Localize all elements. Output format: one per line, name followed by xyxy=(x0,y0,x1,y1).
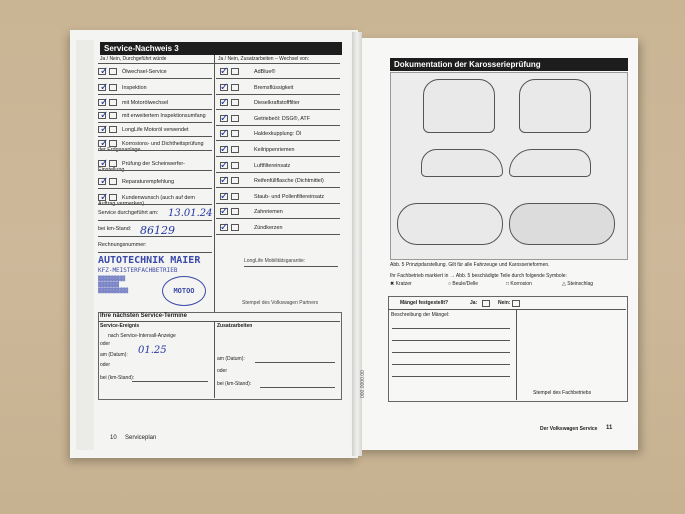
oder-label-right: oder xyxy=(217,368,228,374)
service-event-header: Service-Ereignis xyxy=(100,323,140,329)
handwritten-checkmark: ✓ xyxy=(100,158,109,169)
left-footer-label: Serviceplan xyxy=(125,435,157,441)
item-label: LongLife Motoröl verwendet xyxy=(122,126,189,133)
left-check-item xyxy=(98,126,210,133)
col-left-header: Ja / Nein, Durchgeführt würde xyxy=(100,56,167,62)
right-check-item xyxy=(220,68,340,75)
item-label: Service durchgeführt am: xyxy=(98,210,159,216)
divider xyxy=(216,203,340,204)
checkbox[interactable] xyxy=(109,194,117,201)
beschreibung-label: Beschreibung der Mängel: xyxy=(391,312,450,318)
divider xyxy=(98,136,212,137)
legend-intro: Ihr Fachbetrieb markiert in → Abb. 5 beschädigte Teile durch folgende Symbole: xyxy=(390,273,567,279)
handwritten-checkmark: ✓ xyxy=(100,176,109,187)
checkbox[interactable] xyxy=(231,146,239,153)
divider xyxy=(98,78,212,79)
item-label: Dieselkraftstofffilter xyxy=(254,100,300,107)
divider xyxy=(98,170,212,171)
item-label: Haldexkupplung: Öl xyxy=(254,131,302,138)
figure-caption: Abb. 5 Prinzipdarstellung. Gilt für alle Fahrzeuge und Karosserieformen. xyxy=(390,262,550,268)
handwritten-checkmark: ✓ xyxy=(220,206,229,218)
handwritten-checkmark: ✓ xyxy=(220,159,229,171)
checkbox[interactable] xyxy=(109,178,117,185)
handwritten-checkmark: ✓ xyxy=(220,97,229,109)
handwritten-checkmark: ✓ xyxy=(220,144,229,155)
am-datum-label-right: am (Datum): xyxy=(217,356,245,362)
oder-label: oder xyxy=(100,341,111,347)
workshop-stamp-address: ▓▓▓▓▓▓▓▓▓ ▓▓▓▓▓▓▓ ▓▓▓▓▓▓▓▓▓▓ xyxy=(98,276,129,294)
left-check-item xyxy=(98,112,210,119)
divider xyxy=(216,218,340,219)
left-page-title: Service-Nachweis 3 xyxy=(100,42,342,55)
checkbox[interactable] xyxy=(231,177,239,184)
divider xyxy=(98,122,212,123)
divider xyxy=(260,387,335,388)
handwritten-checkmark: ✓ xyxy=(220,66,229,77)
divider xyxy=(98,321,340,322)
handwritten-checkmark: ✓ xyxy=(220,190,229,202)
checkbox[interactable] xyxy=(231,162,239,169)
checkbox[interactable] xyxy=(231,84,239,91)
bei-km-label: bei (km-Stand): xyxy=(100,375,135,381)
stamp-badge-text: MOTOO xyxy=(173,287,195,295)
handwritten-checkmark: ✓ xyxy=(220,222,229,233)
legend-dent: ○ Beule/Delle xyxy=(448,281,478,287)
left-check-item xyxy=(98,68,210,75)
divider xyxy=(216,125,340,126)
extra-work-header: Zusatzarbeiten xyxy=(217,323,253,329)
side-code: 000.0000.00 xyxy=(360,370,366,398)
item-label: Keilrippenriemen xyxy=(254,146,295,153)
description-line[interactable] xyxy=(392,364,510,365)
right-check-item xyxy=(220,112,340,124)
item-label: Bremsflüssigkeit xyxy=(254,84,294,91)
divider xyxy=(216,234,340,235)
column-divider xyxy=(214,55,215,313)
handwritten-date: 13.01.24 xyxy=(168,208,213,219)
divider xyxy=(216,140,340,141)
car-top-view xyxy=(397,203,503,245)
handwritten-checkmark: ✓ xyxy=(220,128,229,140)
divider xyxy=(132,381,208,382)
handwritten-checkmark: ✓ xyxy=(100,66,109,77)
checkbox[interactable] xyxy=(231,115,239,122)
divider xyxy=(98,220,212,221)
right-check-item xyxy=(220,190,340,202)
ja-label: Ja: xyxy=(470,300,478,306)
divider xyxy=(216,94,340,95)
stempel-label-right: Stempel des Fachbetriebs xyxy=(533,390,592,396)
car-front-view xyxy=(519,79,591,133)
checkbox[interactable] xyxy=(109,99,117,106)
checkbox[interactable] xyxy=(231,99,239,106)
checkbox[interactable] xyxy=(231,130,239,137)
item-label: Inspektion xyxy=(122,84,147,91)
description-line[interactable] xyxy=(392,328,510,329)
checkbox[interactable] xyxy=(109,68,117,75)
handwritten-next-date: 01.25 xyxy=(138,345,167,356)
col-right-header: Ja / Nein, Zusatzarbeiten – Wechsel von: xyxy=(218,56,310,62)
item-label: Rechnungsnummer: xyxy=(98,242,147,248)
item-label: Korrosions- und Dichtheitsprüfung der Erdgasanlage xyxy=(98,140,204,153)
right-footer-label: Der Volkswagen Service xyxy=(540,426,598,432)
divider xyxy=(255,362,335,363)
car-side-left-view xyxy=(421,149,503,177)
oder-label-2: oder xyxy=(100,362,111,368)
checkbox[interactable] xyxy=(109,126,117,133)
checkbox[interactable] xyxy=(109,84,117,91)
divider xyxy=(98,94,212,95)
left-check-item xyxy=(98,84,210,91)
checkbox[interactable] xyxy=(231,193,239,200)
longlife-label: LongLife Mobilitätsgarantie: xyxy=(244,258,306,264)
workshop-stamp-subtitle: KFZ-MEISTERFACHBETRIEB xyxy=(98,267,178,274)
item-label: Staub- und Pollenfiltereinsatz xyxy=(254,193,325,200)
nein-checkbox[interactable] xyxy=(512,300,520,307)
legend-corrosion: □ Korrosion xyxy=(506,281,532,287)
divider xyxy=(98,252,212,253)
next-service-title: Ihre nächsten Service-Termine xyxy=(100,313,187,319)
left-check-item xyxy=(98,99,210,106)
divider xyxy=(216,109,340,110)
handwritten-checkmark: ✓ xyxy=(100,138,109,149)
stempel-label-left: Stempel des Volkswagen Partners xyxy=(242,300,319,306)
handwritten-checkmark: ✓ xyxy=(100,110,109,121)
vehicle-diagram xyxy=(390,72,628,260)
back-page-edge xyxy=(76,40,94,450)
stamp-badge xyxy=(162,276,206,306)
right-check-item xyxy=(220,206,340,218)
divider xyxy=(244,266,338,267)
checkbox[interactable] xyxy=(109,112,117,119)
item-label: bei km-Stand: xyxy=(98,226,132,232)
right-check-item xyxy=(220,159,340,171)
item-label: Kundenwunsch (auch auf dem Auftrag vermerken) xyxy=(98,194,195,207)
divider xyxy=(216,156,340,157)
workshop-stamp-name: AUTOTECHNIK MAIER xyxy=(98,255,201,266)
divider xyxy=(98,109,212,110)
item-label: mit Motorölwechsel xyxy=(122,99,169,106)
divider xyxy=(388,309,626,310)
handwritten-km: 86129 xyxy=(140,224,175,237)
item-label: Reparaturempfehlung xyxy=(122,178,175,185)
divider xyxy=(98,63,340,64)
item-label: Zahnriemen xyxy=(254,209,283,216)
handwritten-checkmark: ✓ xyxy=(100,97,109,108)
handwritten-checkmark: ✓ xyxy=(100,82,109,93)
nein-label: Nein: xyxy=(498,300,511,306)
checkbox[interactable] xyxy=(231,68,239,75)
item-label: Prüfung der Scheinwerfer-Einstellung xyxy=(98,160,185,173)
handwritten-checkmark: ✓ xyxy=(100,124,109,135)
legend-scratch: ✖ Kratzer xyxy=(390,281,412,287)
item-label: Ölwechsel-Service xyxy=(122,68,167,75)
checkbox[interactable] xyxy=(231,208,239,215)
handwritten-checkmark: ✓ xyxy=(100,192,109,203)
left-check-item xyxy=(98,160,210,173)
column-divider xyxy=(516,309,517,400)
right-check-item xyxy=(220,175,340,187)
right-check-item xyxy=(220,81,340,93)
car-underbody-view xyxy=(509,203,615,245)
bei-km-label-right: bei (km-Stand): xyxy=(217,381,252,387)
service-interval-label: nach Service-Intervall-Anzeige xyxy=(108,333,176,339)
item-label: Getriebeöl: DSG®, ATF xyxy=(254,115,310,122)
checkbox[interactable] xyxy=(231,224,239,231)
divider xyxy=(98,188,212,189)
car-side-right-view xyxy=(509,149,591,177)
right-page-number: 11 xyxy=(606,425,613,431)
description-line[interactable] xyxy=(392,340,510,341)
maengel-label: Mängel festgestellt? xyxy=(400,300,449,306)
handwritten-checkmark: ✓ xyxy=(220,175,229,187)
car-rear-view xyxy=(423,79,495,133)
description-line[interactable] xyxy=(392,376,510,377)
checkbox[interactable] xyxy=(109,140,117,147)
right-page-title: Dokumentation der Karosserieprüfung xyxy=(390,58,628,71)
right-check-item xyxy=(220,128,340,140)
description-line[interactable] xyxy=(392,352,510,353)
item-label: Zündkerzen xyxy=(254,224,283,231)
item-label: Luftfiltereinsatz xyxy=(254,162,291,169)
item-label: mit erweitertem Inspektionsumfang xyxy=(122,112,206,119)
left-check-item xyxy=(98,194,210,207)
divider xyxy=(216,78,340,79)
divider xyxy=(216,187,340,188)
left-check-item xyxy=(98,178,210,185)
left-check-item xyxy=(98,242,210,248)
ja-checkbox[interactable] xyxy=(482,300,490,307)
column-divider xyxy=(214,321,215,398)
left-check-item xyxy=(98,140,210,153)
item-label: AdBlue® xyxy=(254,68,276,75)
divider xyxy=(98,150,212,151)
divider xyxy=(98,204,212,205)
item-label: Reifenfüllflasche (Dichtmittel) xyxy=(254,178,324,185)
divider xyxy=(216,172,340,173)
legend-stone-chip: △ Steinschlag xyxy=(562,281,594,287)
handwritten-checkmark: ✓ xyxy=(220,81,229,93)
left-page-number: 10 xyxy=(110,435,117,441)
right-check-item xyxy=(220,97,340,109)
handwritten-checkmark: ✓ xyxy=(220,112,229,124)
am-datum-label: am (Datum): xyxy=(100,352,128,358)
right-check-item xyxy=(220,146,340,153)
right-check-item xyxy=(220,224,340,231)
checkbox[interactable] xyxy=(109,160,117,167)
